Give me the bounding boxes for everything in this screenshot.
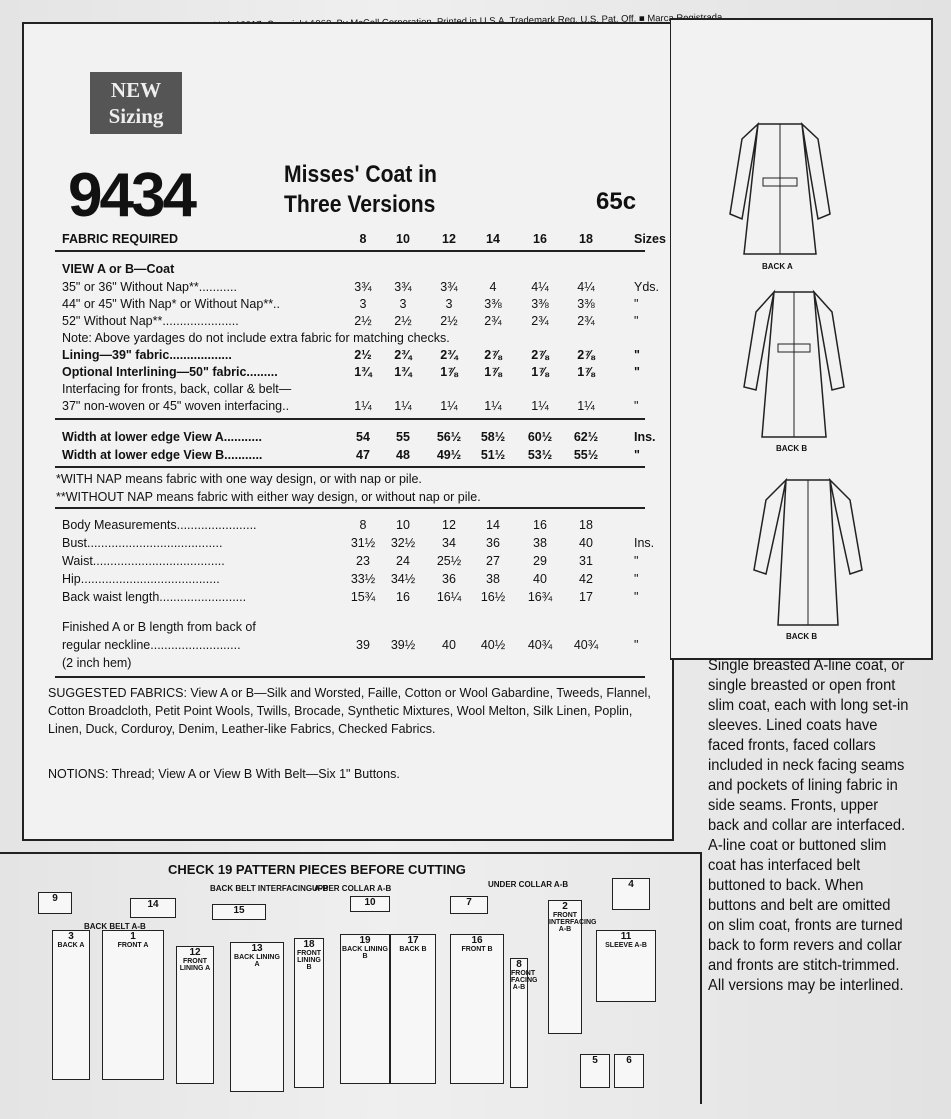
price: 65c	[596, 188, 637, 215]
table-cell: 8	[359, 518, 367, 532]
row-label: Optional Interlining—50" fabric.........	[62, 365, 278, 379]
table-cell: 16	[396, 590, 410, 604]
notions: NOTIONS: Thread; View A or View B With Belt—Six 1" Buttons.	[48, 767, 400, 781]
table-row	[62, 295, 662, 313]
publisher-header: Trademark Reg. U.S. Pat. Off. ■ Marca	[509, 12, 674, 27]
back-a-caption: BACK A	[762, 262, 793, 271]
table-cell: 49½	[436, 448, 462, 462]
piece-number: 9	[52, 893, 58, 904]
row-label: Width at lower edge View A...........	[62, 430, 262, 444]
row-label: 37" non-woven or 45" woven interfacing..	[62, 399, 290, 413]
garment-description: Single breasted A-line coat, or single breasted or open front slim coat, each with long set-in sleeves. Lined coats have faced fronts, faced collars included in neck facing seams and pockets of lining fabric in side seams. Fronts, upper back and collar are interfaced. A-line coat or buttoned slim coat has interfaced belt buttoned to back. When buttons and belt are omitted on slim coat, fronts are turned back to form revers and collar and fronts are stitch-trimmed. All versions may be interlined.	[708, 657, 909, 994]
piece-caption: UPPER COLLAR A-B	[312, 884, 392, 893]
unit-label: Ins.	[634, 536, 655, 550]
piece-number: 3	[68, 931, 74, 942]
title-line-2: Three Versions	[284, 191, 436, 218]
row-label: 52" Without Nap**......................	[62, 314, 239, 328]
back-b-sketch-1	[734, 282, 854, 447]
table-cell: 1¼	[440, 399, 458, 413]
piece-number: 19	[359, 935, 371, 946]
row-label: Body Measurements.......................	[62, 518, 257, 532]
pattern-piece	[130, 898, 176, 918]
table-cell: 56½	[436, 430, 462, 444]
row-label: Interfacing for fronts, back, collar & belt—	[62, 382, 292, 396]
badge-line-2: Sizing	[108, 104, 164, 128]
table-cell: 40	[442, 638, 456, 652]
table-cell: 38	[486, 572, 500, 586]
table-cell: 51½	[480, 448, 506, 462]
table-cell: 12	[442, 232, 456, 246]
table-row	[62, 534, 662, 552]
pattern-piece	[212, 904, 266, 920]
pattern-piece	[450, 896, 488, 914]
table-cell: 15¾	[350, 590, 376, 604]
row-label: Back waist length.........................	[62, 590, 247, 604]
table-cell: 48	[396, 448, 410, 462]
piece-label: BACK LINING B	[342, 946, 388, 960]
unit-label: Yds.	[634, 280, 660, 294]
table-cell: 40¾	[573, 638, 599, 652]
row-label: Waist......................................	[62, 554, 225, 568]
table-cell: 36	[486, 536, 500, 550]
table-cell: 29	[533, 554, 547, 568]
pattern-piece	[230, 942, 284, 1092]
table-cell: 39	[356, 638, 370, 652]
table-cell: 3	[399, 297, 407, 311]
table-cell: 1¼	[484, 399, 502, 413]
pattern-piece	[548, 900, 597, 1034]
table-cell: 62½	[573, 430, 599, 444]
row-label: regular neckline..........................	[62, 638, 241, 652]
table-cell: 12	[442, 518, 456, 532]
table-cell: 2¾	[577, 314, 595, 328]
table-cell: 3⅜	[531, 297, 549, 311]
unit-label: "	[634, 448, 640, 462]
table-cell: 3¾	[394, 280, 412, 294]
table-cell: 2¾	[531, 314, 549, 328]
piece-caption: BACK BELT INTERFACING A-B	[210, 884, 329, 893]
table-cell: 1¾	[394, 365, 412, 379]
piece-label: FRONT LINING B	[296, 950, 322, 971]
piece-number: 1	[130, 931, 136, 942]
table-cell: 1¼	[354, 399, 372, 413]
piece-number: 17	[407, 935, 419, 946]
table-divider	[55, 418, 645, 420]
row-label: Finished A or B length from back of	[62, 620, 256, 634]
table-cell: 39½	[390, 638, 416, 652]
unit-label: "	[634, 399, 639, 413]
table-cell: 32½	[390, 536, 416, 550]
table-cell: 40	[579, 536, 593, 550]
piece-label: FRONT LINING A	[179, 958, 211, 972]
piece-label: BACK LINING A	[234, 954, 280, 968]
table-cell: 54	[356, 430, 370, 444]
pattern-piece	[176, 946, 214, 1084]
table-cell: 8	[359, 232, 367, 246]
piece-label: FRONT B	[461, 946, 493, 953]
piece-number: 11	[620, 931, 632, 942]
table-cell: 3⅜	[577, 297, 595, 311]
table-cell: 4¼	[531, 280, 549, 294]
table-cell: 18	[579, 518, 593, 532]
unit-label: Ins.	[634, 430, 656, 444]
back-b-caption-1: BACK B	[776, 444, 808, 453]
table-cell: 38	[533, 536, 547, 550]
table-cell: 2¾	[440, 348, 458, 362]
row-label: Bust.......................................	[62, 536, 223, 550]
table-row	[62, 346, 662, 364]
table-row	[62, 329, 662, 347]
pattern-title	[284, 160, 437, 220]
row-label: FABRIC REQUIRED	[62, 232, 178, 246]
table-cell: 16½	[480, 590, 506, 604]
row-label: 35" or 36" Without Nap**...........	[62, 280, 237, 294]
piece-number: 16	[471, 935, 483, 946]
nap-note: *WITH NAP means fabric with one way design, or with nap or pile.	[56, 472, 422, 486]
table-row	[62, 654, 662, 672]
piece-number: 6	[626, 1055, 632, 1066]
pattern-piece	[390, 934, 436, 1084]
piece-number: 10	[364, 897, 376, 908]
table-cell: 16¼	[436, 590, 462, 604]
pattern-piece	[612, 878, 650, 910]
pattern-piece	[510, 958, 538, 1088]
table-cell: 36	[442, 572, 456, 586]
piece-label: FRONT INTERFACING A-B	[549, 912, 597, 933]
table-cell: 16	[533, 232, 547, 246]
piece-label: BACK A	[57, 942, 85, 949]
table-cell: 3	[359, 297, 367, 311]
table-cell: 55½	[573, 448, 599, 462]
table-row	[62, 516, 662, 534]
piece-number: 13	[251, 943, 263, 954]
table-cell: 33½	[350, 572, 376, 586]
row-label: 44" or 45" With Nap* or Without Nap**..	[62, 297, 280, 311]
table-row	[62, 446, 662, 464]
table-row	[62, 380, 662, 398]
piece-label: BACK B	[399, 946, 427, 953]
table-cell: 1⅞	[484, 365, 502, 379]
table-cell: 55	[396, 430, 410, 444]
table-row	[62, 588, 662, 606]
piece-caption: UNDER COLLAR A-B	[488, 880, 569, 889]
unit-label: "	[634, 554, 639, 568]
table-row	[62, 570, 662, 588]
table-cell: 40	[533, 572, 547, 586]
piece-number: 2	[562, 901, 568, 912]
table-cell: 24	[396, 554, 410, 568]
table-cell: 2½	[354, 314, 372, 328]
row-label: Note: Above yardages do not include extra fabric for matching checks.	[62, 331, 450, 345]
pattern-piece	[350, 896, 390, 912]
row-label: Width at lower edge View B...........	[62, 448, 263, 462]
table-cell: 18	[579, 232, 593, 246]
table-divider	[55, 250, 645, 252]
table-cell: 10	[396, 518, 410, 532]
badge-line-1: NEW	[110, 78, 162, 102]
new-sizing-badge	[90, 72, 182, 134]
table-cell: 34½	[390, 572, 416, 586]
unit-label: "	[634, 572, 639, 586]
pattern-number: 9434	[68, 161, 194, 230]
table-cell: 2¾	[394, 348, 412, 362]
piece-number: 5	[592, 1055, 598, 1066]
table-cell: 3⅜	[484, 297, 502, 311]
table-cell: 25½	[436, 554, 462, 568]
unit-label: "	[634, 590, 639, 604]
table-cell: 27	[486, 554, 500, 568]
back-b-caption-2: BACK B	[786, 632, 818, 641]
table-cell: 4	[489, 280, 497, 294]
table-divider	[55, 676, 645, 678]
table-cell: 47	[356, 448, 370, 462]
table-cell: 2⅞	[531, 348, 549, 362]
row-label: VIEW A or B—Coat	[62, 262, 175, 276]
unit-label: "	[634, 314, 639, 328]
suggested-fabrics: SUGGESTED FABRICS: View A or B—Silk and Worsted, Faille, Cotton or Wool Gabardine, Tweeds, Flannel, Cotton Broadcloth, Petit Point Wools, Twills, Brocade, Synthetic Mixtures, Wool Melton, Silk Linen, Poplin, Linen, Duck, Corduroy, Denim, Leather-like Fabrics, Checked Fabrics.	[48, 686, 651, 736]
table-cell: 53½	[527, 448, 553, 462]
table-row	[62, 636, 662, 654]
table-row	[62, 552, 662, 570]
pattern-piece	[294, 938, 324, 1088]
piece-caption: BACK BELT A-B	[84, 922, 146, 931]
back-a-sketch	[720, 104, 840, 269]
pattern-piece	[52, 930, 90, 1080]
table-cell: 3¾	[354, 280, 372, 294]
table-divider	[55, 466, 645, 468]
table-row	[62, 397, 662, 415]
table-cell: 1⅞	[577, 365, 595, 379]
table-cell: 1¾	[354, 365, 372, 379]
pattern-piece	[580, 1054, 610, 1088]
piece-number: 15	[233, 905, 245, 916]
table-cell: 23	[356, 554, 370, 568]
table-cell: 3	[445, 297, 453, 311]
table-row	[62, 363, 662, 381]
table-cell: 40¾	[527, 638, 553, 652]
unit-label: Sizes	[634, 232, 666, 246]
title-line-1: Misses' Coat in	[284, 161, 437, 188]
table-cell: 1⅞	[531, 365, 549, 379]
piece-number: 7	[466, 897, 472, 908]
table-cell: 4¼	[577, 280, 595, 294]
table-cell: 1¼	[531, 399, 549, 413]
piece-label: SLEEVE A-B	[605, 942, 647, 949]
table-cell: 2¾	[484, 314, 502, 328]
table-cell: 14	[486, 518, 500, 532]
table-cell: 31	[579, 554, 593, 568]
table-cell: 42	[579, 572, 593, 586]
row-label: Lining—39" fabric..................	[62, 348, 232, 362]
table-cell: 1¼	[577, 399, 595, 413]
piece-label: FRONT A	[117, 942, 149, 949]
pattern-piece	[102, 930, 164, 1080]
table-cell: 2⅞	[484, 348, 502, 362]
pattern-piece	[450, 934, 504, 1084]
table-cell: 14	[486, 232, 500, 246]
pattern-piece	[614, 1054, 644, 1088]
nap-note: **WITHOUT NAP means fabric with either way design, or without nap or pile.	[56, 490, 481, 504]
piece-number: 14	[147, 899, 159, 910]
pattern-piece	[596, 930, 656, 1002]
piece-number: 12	[189, 947, 201, 958]
table-cell: 16	[533, 518, 547, 532]
table-cell: 16¾	[527, 590, 553, 604]
table-row	[62, 260, 662, 278]
unit-label: "	[634, 348, 640, 362]
table-cell: 2½	[394, 314, 412, 328]
table-cell: 1⅞	[440, 365, 458, 379]
table-cell: 3¾	[440, 280, 458, 294]
table-cell: 60½	[527, 430, 553, 444]
back-b-sketch-2	[748, 470, 868, 635]
unit-label: "	[634, 365, 640, 379]
table-cell: 2½	[354, 348, 372, 362]
table-cell: 58½	[480, 430, 506, 444]
table-cell: 2½	[440, 314, 458, 328]
pattern-piece	[38, 892, 72, 914]
table-cell: 34	[442, 536, 456, 550]
table-row	[62, 312, 662, 330]
piece-number: 8	[516, 959, 522, 970]
piece-number: 18	[303, 939, 315, 950]
check-pieces-heading: CHECK 19 PATTERN PIECES BEFORE CUTTING	[168, 862, 466, 877]
table-cell: 17	[579, 590, 593, 604]
table-cell: 10	[396, 232, 410, 246]
table-row	[62, 618, 662, 636]
table-cell: 31½	[350, 536, 376, 550]
pattern-piece	[340, 934, 390, 1084]
table-cell: 1¼	[394, 399, 412, 413]
table-row	[62, 428, 662, 446]
table-cell: 2⅞	[577, 348, 595, 362]
row-label: Hip........................................	[62, 572, 220, 586]
unit-label: "	[634, 638, 639, 652]
unit-label: "	[634, 297, 639, 311]
table-divider	[55, 507, 645, 509]
table-row	[62, 230, 666, 248]
piece-label: FRONT FACING A-B	[511, 970, 538, 991]
table-row	[62, 278, 662, 296]
row-label: (2 inch hem)	[62, 656, 132, 670]
table-cell: 40½	[480, 638, 506, 652]
piece-number: 4	[628, 879, 634, 890]
